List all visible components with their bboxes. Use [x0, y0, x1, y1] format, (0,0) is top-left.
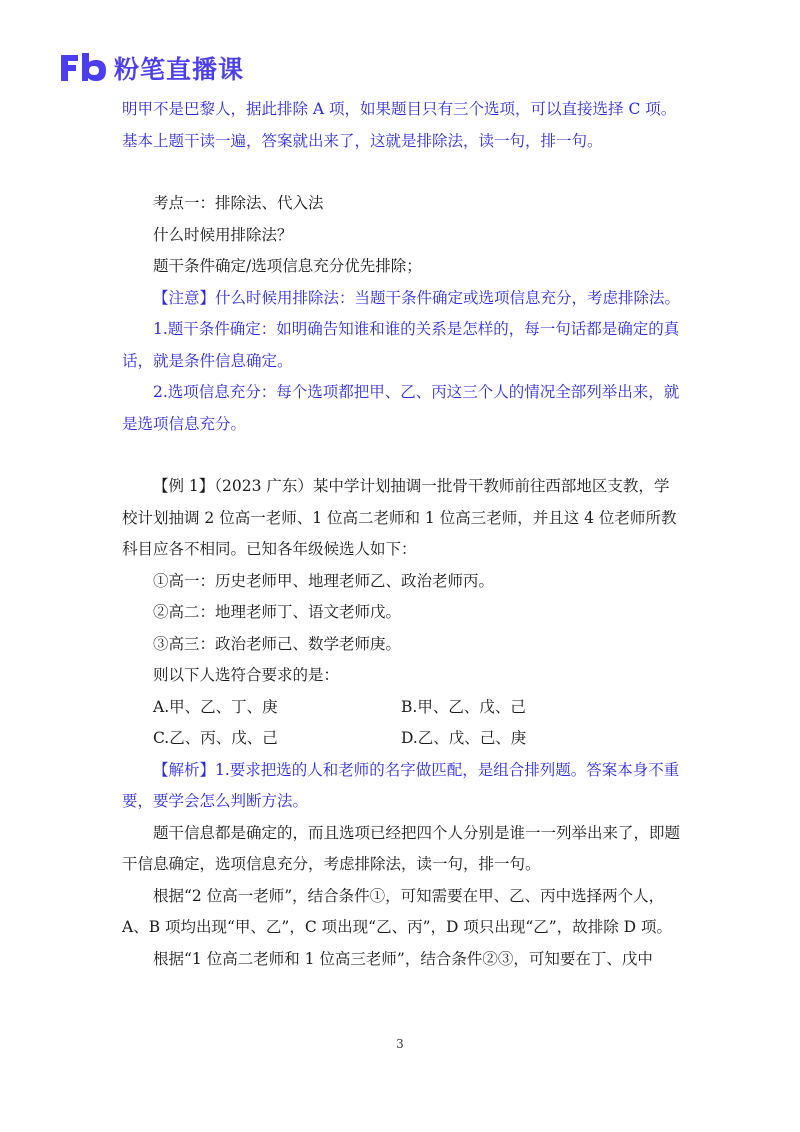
option-c: C.乙、丙、戊、己 [153, 729, 278, 747]
key-point-title: 考点一：排除法、代入法 [153, 194, 324, 212]
example-stem: 【例 1】（2023 广东）某中学计划抽调一批骨干教师前往西部地区支教，学校计划抽调 2 位高一老师、1 位高二老师和 1 位高三老师，并且这 4 位老师所教科目应各不相同。已知各年级候选人如下： [122, 477, 677, 558]
question-ask: 则以下人选符合要求的是： [153, 666, 340, 684]
note-tag: 【注意】 [153, 288, 216, 307]
analysis-paragraph-3: 根据“2 位高一老师”，结合条件①，可知需要在甲、乙、丙中选择两个人，A、B 项均出现“甲、乙”，C 项出现“乙、丙”，D 项只出现“乙”，故排除 D 项。 [122, 886, 672, 936]
condition-2: ②高二：地理老师丁、语文老师戊。 [153, 603, 402, 621]
key-point-question: 什么时候用排除法？ [153, 225, 293, 244]
condition-1: ①高一：历史老师甲、地理老师乙、政治老师丙。 [153, 571, 495, 590]
note-item-2: 2.选项信息充分：每个选项都把甲、乙、丙这三个人的情况全部列举出来，就是选项信息充分。 [122, 383, 680, 433]
note-item-1: 1.题干条件确定：如明确告知谁和谁的关系是怎样的，每一句话都是确定的真话，就是条件信息确定。 [122, 320, 680, 370]
page-number: 3 [396, 1037, 404, 1051]
option-d: D.乙、戊、己、庚 [401, 729, 527, 747]
intro-paragraph: 明甲不是巴黎人，据此排除 A 项，如果题目只有三个选项，可以直接选择 C 项。基本上题干读一遍，答案就出来了，这就是排除法，读一句，排一句。 [122, 100, 677, 150]
brand-name: 粉笔直播课 [114, 55, 245, 84]
option-a: A.甲、乙、丁、庚 [153, 697, 278, 716]
analysis-paragraph-1 [122, 755, 682, 818]
brand-header [58, 50, 244, 86]
key-point-answer: 题干条件确定/选项信息充分优先排除； [153, 257, 422, 275]
fenbi-logo-icon [58, 51, 110, 85]
note-text: 什么时候用排除法：当题干条件确定或选项信息充分，考虑排除法。 [215, 288, 681, 307]
analysis-text-1: 1.要求把选的人和老师的名字做匹配，是组合排列题。答案本身不重要，要学会怎么判断方法。 [122, 760, 680, 810]
document-body [122, 94, 682, 975]
condition-3: ③高三：政治老师己、数学老师庚。 [153, 634, 402, 653]
analysis-paragraph-2: 题干信息都是确定的，而且选项已经把四个人分别是谁一一列举出来了，即题干信息确定，选项信息充分，考虑排除法，读一句，排一句。 [122, 823, 681, 873]
option-b: B.甲、乙、戊、己 [401, 697, 526, 716]
analysis-paragraph-4: 根据“1 位高二老师和 1 位高三老师”，结合条件②③，可知要在丁、戊中 [153, 949, 653, 968]
answer-options [122, 692, 682, 755]
analysis-tag: 【解析】 [153, 760, 216, 779]
note-paragraph [122, 283, 682, 315]
